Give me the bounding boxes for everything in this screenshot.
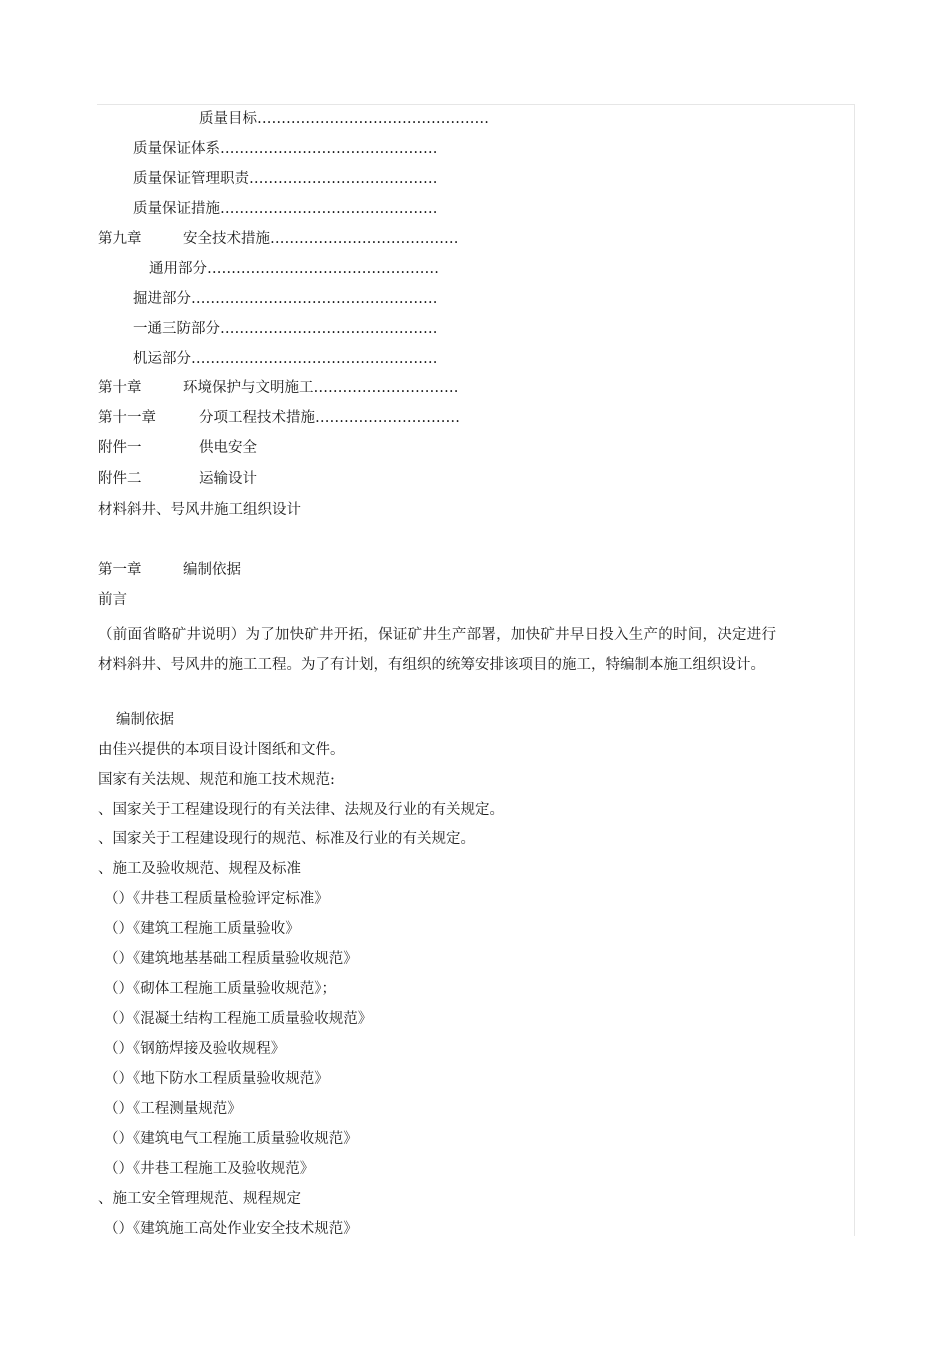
- preface-heading: 前言: [98, 592, 127, 608]
- standard-item: （）《砌体工程施工质量验收规范》；: [104, 981, 336, 997]
- standard-item: （）《钢筋焊接及验收规程》: [104, 1041, 286, 1057]
- toc-appendix-title: 运输设计: [199, 471, 257, 487]
- preface-paragraph: （前面省略矿井说明）为了加快矿井开拓，保证矿井生产部署，加快矿井早日投入生产的时间，决定进行材料斜井、号风井的施工工程。为了有计划，有组织的统筹安排该项目的施工，特编制本施工组织设计。: [98, 627, 776, 673]
- toc-entry-title: 掘进部分……………………………………………: [133, 291, 438, 307]
- toc-entry-title: 一通三防部分………………………………………: [133, 321, 438, 337]
- standard-item: （）《工程测量规范》: [104, 1101, 242, 1117]
- safety-standard-item: （）《建筑施工高处作业安全技术规范》: [104, 1221, 358, 1237]
- basis-line: 由佳兴提供的本项目设计图纸和文件。: [98, 742, 345, 758]
- standard-item: （）《井巷工程质量检验评定标准》: [104, 891, 329, 907]
- toc-appendix-title: 供电安全: [199, 440, 257, 456]
- toc-entry-title: 质量保证管理职责…………………………………: [133, 171, 438, 187]
- safety-heading: 、施工安全管理规范、规程规定: [98, 1191, 301, 1207]
- standard-item: （）《建筑地基基础工程质量验收规范》: [104, 951, 358, 967]
- toc-chapter-number: 第十一章: [98, 410, 156, 426]
- standard-item: （）《建筑工程施工质量验收》: [104, 921, 300, 937]
- toc-entry-title: 通用部分…………………………………………: [149, 261, 439, 277]
- basis-heading: 编制依据: [116, 712, 174, 728]
- toc-chapter-title: 安全技术措施…………………………………: [183, 231, 459, 247]
- standard-item: （）《建筑电气工程施工质量验收规范》: [104, 1131, 358, 1147]
- basis-line: 国家有关法规、规范和施工技术规范:: [98, 772, 335, 788]
- standard-item: （）《井巷工程施工及验收规范》: [104, 1161, 315, 1177]
- toc-entry-title: 质量保证体系………………………………………: [133, 141, 438, 157]
- toc-chapter-title: 环境保护与文明施工…………………………: [183, 380, 459, 396]
- toc-entry-title: 质量目标…………………………………………: [199, 111, 489, 127]
- toc-chapter-number: 第九章: [98, 231, 142, 247]
- chapter-number: 第一章: [98, 562, 142, 578]
- toc-entry-title: 机运部分……………………………………………: [133, 351, 438, 367]
- document-title: 材料斜井、号风井施工组织设计: [98, 502, 301, 518]
- basis-line: 、施工及验收规范、规程及标准: [98, 861, 301, 877]
- toc-appendix-number: 附件二: [98, 471, 142, 487]
- toc-chapter-title: 分项工程技术措施…………………………: [199, 410, 460, 426]
- basis-line: 、国家关于工程建设现行的规范、标准及行业的有关规定。: [98, 831, 475, 847]
- standard-item: （）《混凝土结构工程施工质量验收规范》: [104, 1011, 373, 1027]
- toc-chapter-number: 第十章: [98, 380, 142, 396]
- standard-item: （）《地下防水工程质量验收规范》: [104, 1071, 329, 1087]
- toc-appendix-number: 附件一: [98, 440, 142, 456]
- chapter-title: 编制依据: [183, 562, 241, 578]
- basis-line: 、国家关于工程建设现行的有关法律、法规及行业的有关规定。: [98, 802, 504, 818]
- toc-entry-title: 质量保证措施………………………………………: [133, 201, 438, 217]
